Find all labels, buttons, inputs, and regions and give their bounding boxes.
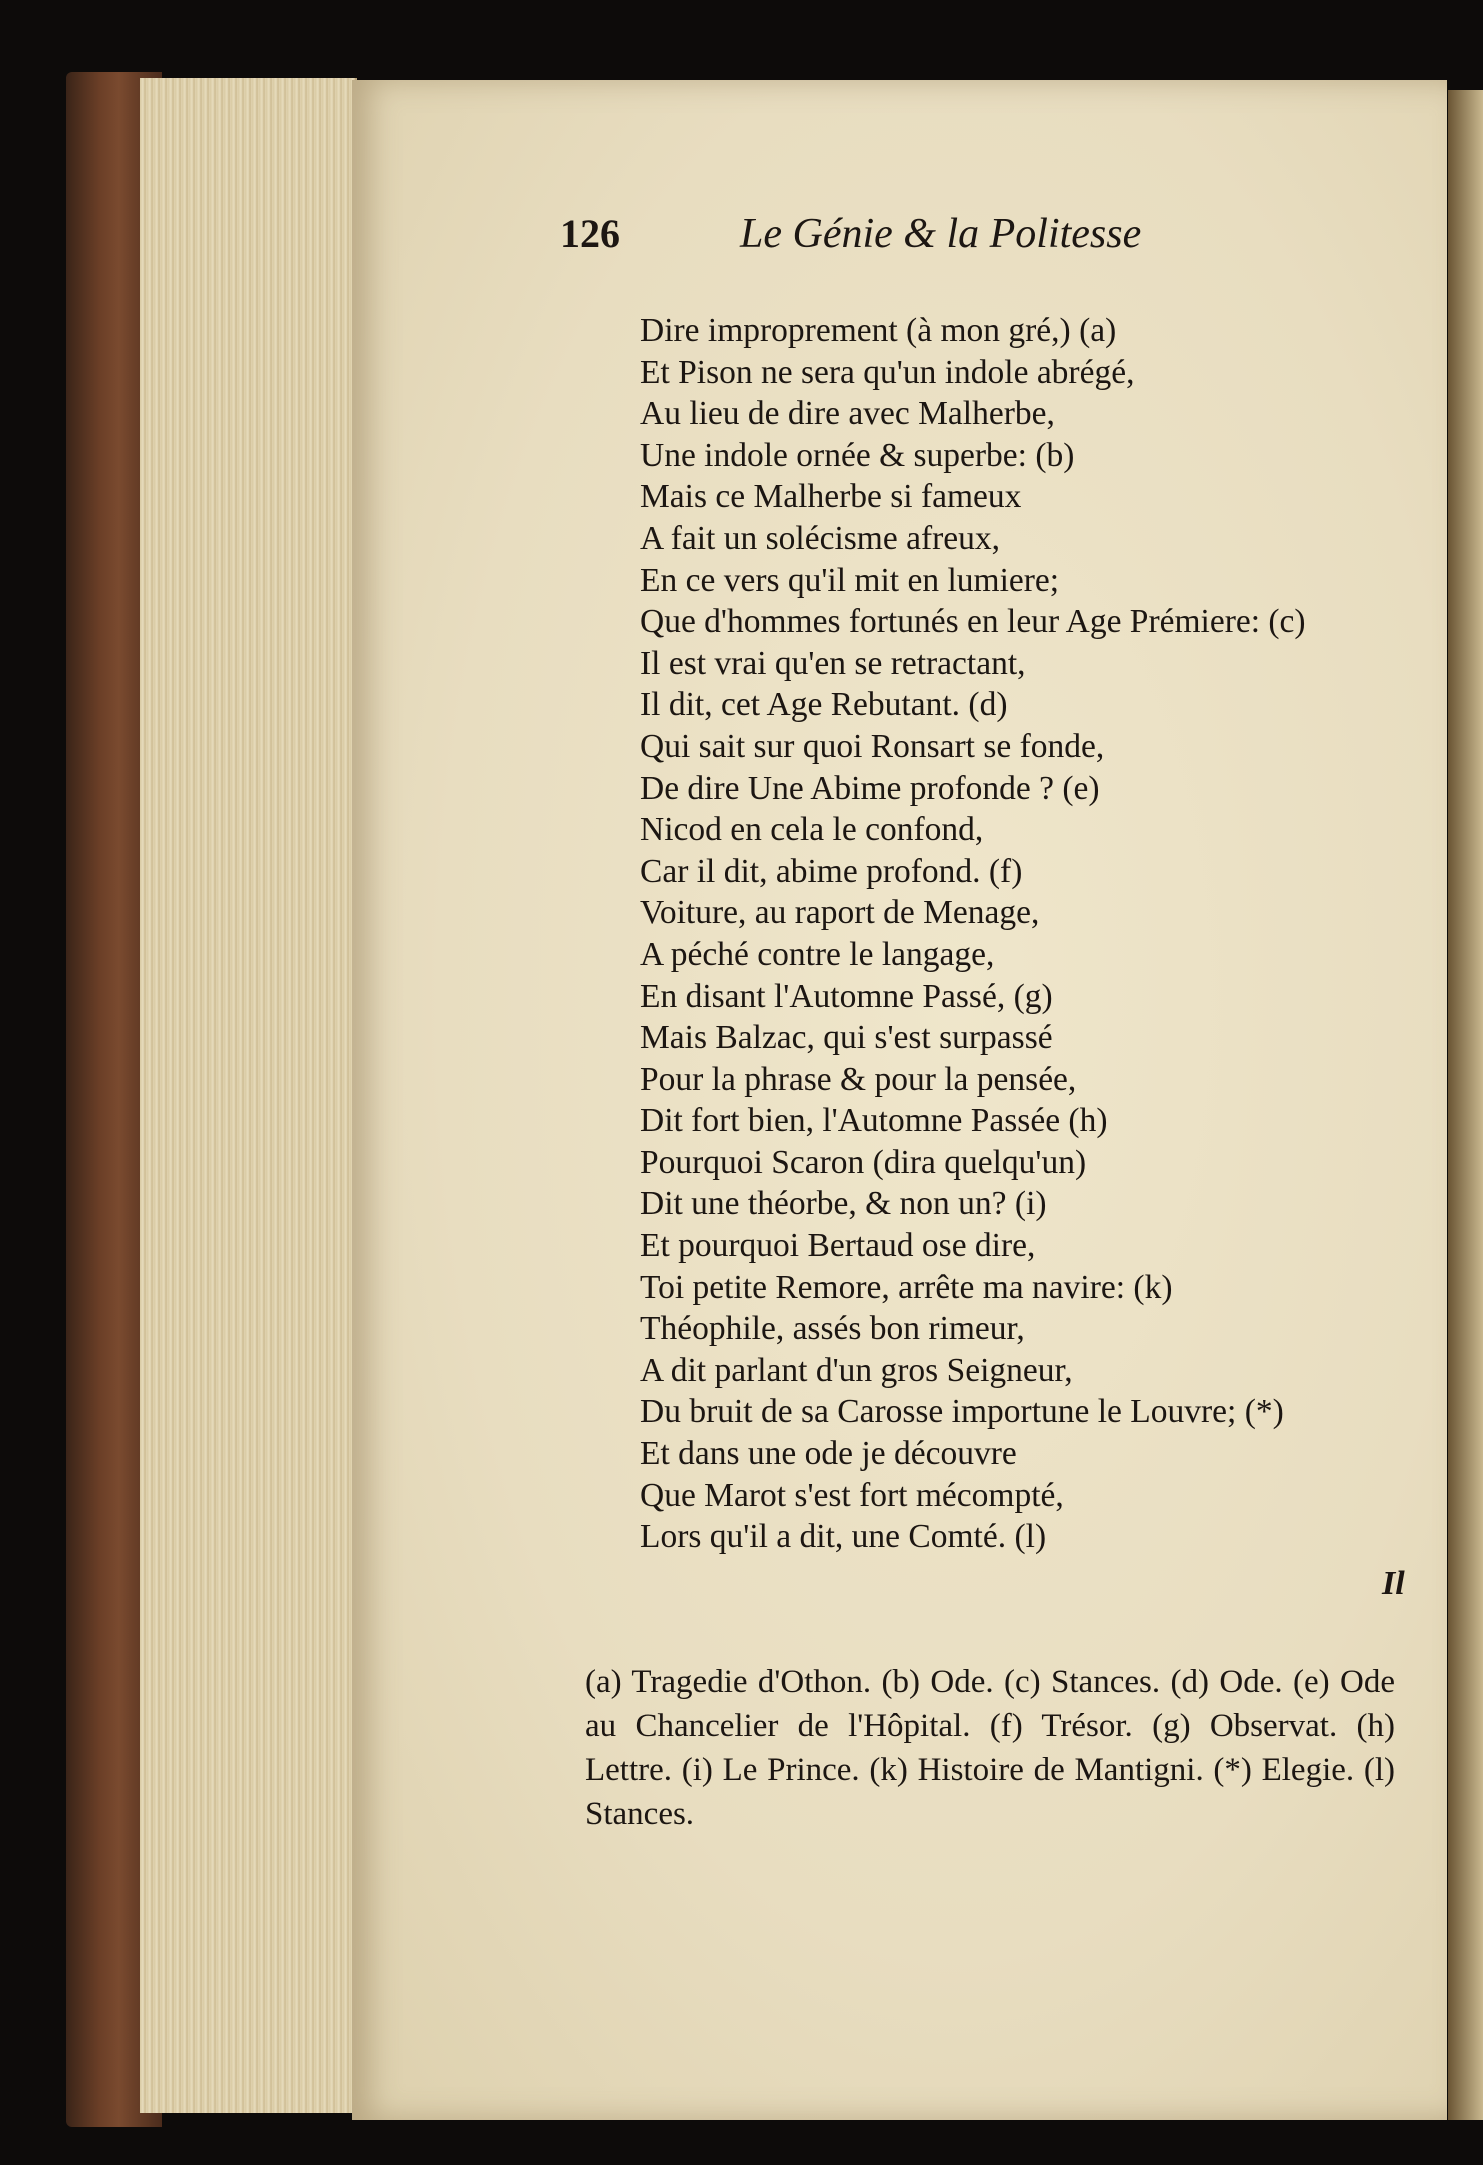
verse-line: A fait un solécisme afreux,	[640, 519, 1001, 557]
page-header	[560, 210, 1240, 270]
verse-line: Toi petite Remore, arrête ma navire: (k)	[640, 1268, 1173, 1306]
verse-line: Dire improprement (à mon gré,) (a)	[640, 312, 1117, 349]
footnotes: (a) Tragedie d'Othon. (b) Ode. (c) Stances. (d) Ode. (e) Ode au Chancelier de l'Hôpital. (f) Trésor. (g) Observat. (h) Lettre. (i) Le Prince. (k) Histoire de Mantigni. (*) Elegie. (l) Stances.	[585, 1664, 1395, 1832]
verse-line: Qui sait sur quoi Ronsart se fonde,	[640, 727, 1105, 765]
verse-line: Mais ce Malherbe si fameux	[640, 478, 1022, 516]
facing-page-edge	[1448, 90, 1483, 2120]
verse-line: Et dans une ode je découvre	[640, 1435, 1017, 1473]
verse-line: Dit fort bien, l'Automne Passée (h)	[640, 1102, 1108, 1140]
verse-line: Que d'hommes fortunés en leur Age Prémiere: (c)	[640, 603, 1306, 641]
verse-line: Il est vrai qu'en se retractant,	[640, 644, 1026, 682]
verse-line: Et Pison ne sera qu'un indole abrégé,	[640, 353, 1135, 391]
verse-line: Une indole ornée & superbe: (b)	[640, 436, 1075, 474]
verse-line: A péché contre le langage,	[640, 935, 995, 973]
verse-line: Pour la phrase & pour la pensée,	[640, 1060, 1077, 1098]
page-fore-edges	[140, 78, 357, 2113]
verse-line: Nicod en cela le confond,	[640, 811, 984, 849]
verse-block	[640, 310, 1430, 1558]
verse-line: Au lieu de dire avec Malherbe,	[640, 395, 1055, 433]
verse-line: Lors qu'il a dit, une Comté. (l)	[640, 1518, 1047, 1556]
verse-line: Mais Balzac, qui s'est surpassé	[640, 1019, 1053, 1057]
verse-line: De dire Une Abime profonde ? (e)	[640, 769, 1100, 807]
verse-line: A dit parlant d'un gros Seigneur,	[640, 1351, 1073, 1389]
verse-line: En ce vers qu'il mit en lumiere;	[640, 561, 1060, 599]
verse-line: Du bruit de sa Carosse importune le Louvre; (*)	[640, 1393, 1284, 1431]
verse-line: Il dit, cet Age Rebutant. (d)	[640, 686, 1008, 724]
verse-line: Voiture, au raport de Menage,	[640, 894, 1040, 932]
verse-line: Théophile, assés bon rimeur,	[640, 1310, 1025, 1348]
verse-line: En disant l'Automne Passé, (g)	[640, 977, 1053, 1015]
verse-line: Pourquoi Scaron (dira quelqu'un)	[640, 1143, 1087, 1181]
running-title: Le Génie & la Politesse	[740, 211, 1142, 257]
verse-line: Car il dit, abime profond. (f)	[640, 852, 1023, 890]
verse-line: Et pourquoi Bertaud ose dire,	[640, 1227, 1036, 1265]
catchword: Il	[1382, 1565, 1405, 1602]
page-number: 126	[560, 211, 620, 256]
verse-line: Dit une théorbe, & non un? (i)	[640, 1185, 1047, 1223]
verse-line: Que Marot s'est fort mécompté,	[640, 1476, 1064, 1514]
